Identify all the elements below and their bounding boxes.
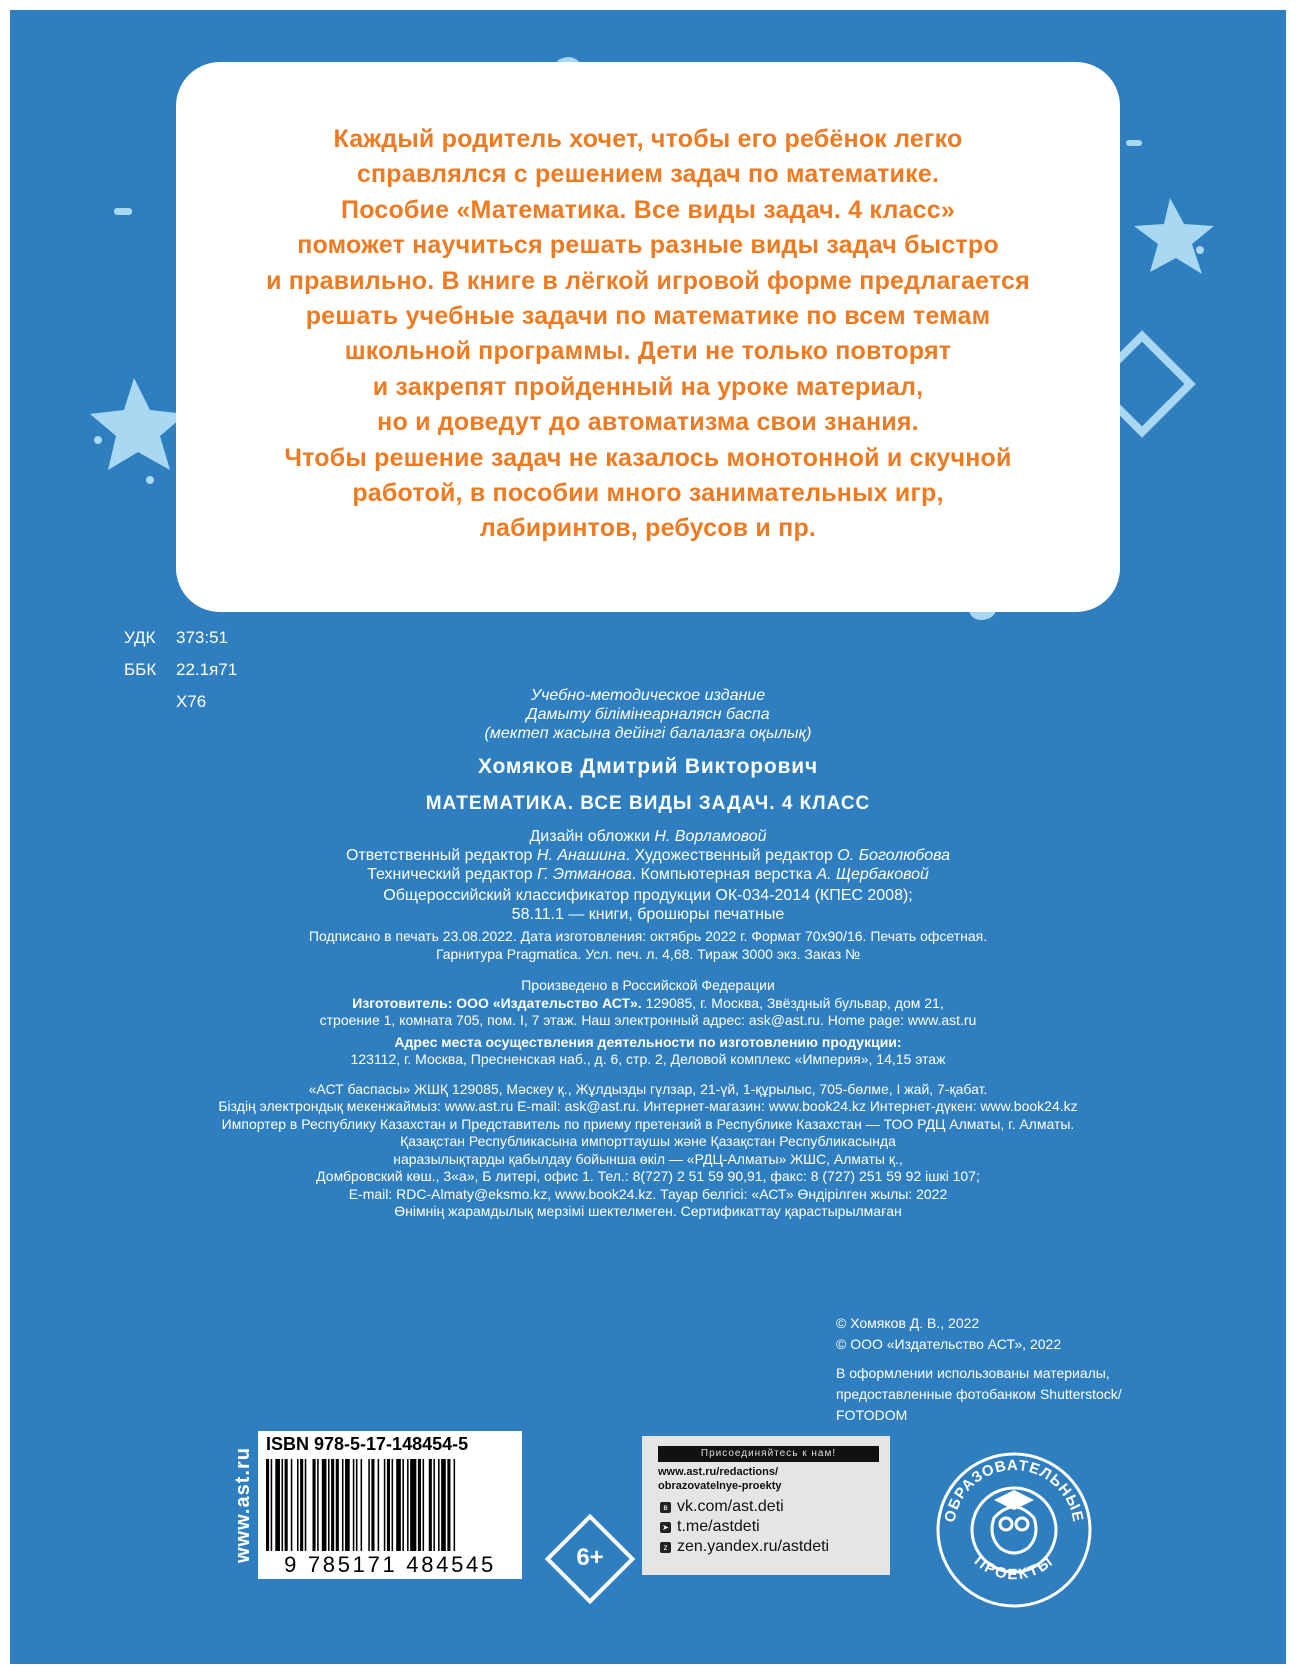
kz-info-line: Қазақстан Республикасына импорттаушы және Қазақстан Республикасында <box>400 1133 896 1149</box>
social-header: Присоединяйтесь к нам! <box>658 1446 879 1462</box>
barcode-bar <box>371 1459 374 1551</box>
barcode-bar <box>313 1459 316 1551</box>
isbn-label: ISBN 978-5-17-148454-5 <box>266 1434 469 1454</box>
age-rating: 6+ <box>576 1544 604 1571</box>
vk-link: в vk.com/ast.deti <box>660 1498 784 1516</box>
barcode-bar <box>384 1459 386 1551</box>
barcode-bar <box>433 1459 435 1551</box>
barcode-bar <box>438 1459 440 1551</box>
social-links-box <box>642 1436 890 1575</box>
star-decor-right <box>1134 198 1214 274</box>
author-name: Хомяков Дмитрий Викторович <box>478 755 818 778</box>
barcode-bar <box>402 1459 404 1551</box>
classifier-line: 58.11.1 — книги, брошюры печатные <box>511 906 785 923</box>
promo-line: справлялся с решением задач по математике. <box>356 160 940 189</box>
dot-decor-2 <box>94 436 102 444</box>
barcode-bar <box>322 1459 327 1551</box>
manufacturer-address: строение 1, комната 705, пом. I, 7 этаж. Наш электронный адрес: ask@ast.ru. Home page: www.ast.ru <box>319 1012 977 1028</box>
kz-info-line: Біздің электрондық мекенжаймыз: www.ast.ru E-mail: ask@ast.ru. Интернет-магазин: www.book24.kz Интернет-дүкен: www.book24.kz <box>218 1098 1078 1114</box>
barcode-bar <box>285 1459 288 1551</box>
zen-icon: z <box>660 1542 671 1553</box>
barcode-bar <box>429 1459 432 1551</box>
dash-decor-right-1 <box>1126 140 1142 146</box>
barcode-bar <box>282 1459 284 1551</box>
copyright-author: © Хомяков Д. В., 2022 <box>836 1315 980 1331</box>
credits-line: предоставленные фотобанком Shutterstock/ <box>836 1386 1122 1402</box>
barcode-bar <box>271 1459 273 1551</box>
dot-decor-3 <box>146 476 154 484</box>
edition-type: Учебно-методическое издание <box>530 687 766 704</box>
kz-info-line: «АСТ баспасы» ЖШҚ 129085, Мәскеу қ., Жұлдызды гүлзар, 21-үй, 1-құрылыс, 705-бөлме, I жай, 7-қабат. <box>308 1080 988 1097</box>
telegram-icon: ➤ <box>660 1522 671 1533</box>
barcode-bar <box>407 1459 409 1551</box>
barcode-bar <box>291 1459 293 1551</box>
production-site-address: 123112, г. Москва, Пресненская наб., д. 6, стр. 2, Деловой комплекс «Империя», 14,15 этаж <box>350 1051 946 1067</box>
book-title: МАТЕМАТИКА. ВСЕ ВИДЫ ЗАДАЧ. 4 КЛАСС <box>425 793 871 814</box>
imprint-block <box>126 686 1170 1221</box>
kz-info-line: Импортер в Республику Казахстан и Представитель по приему претензий в Республике Казахстан — ТОО РДЦ Алматы, г. Алматы. <box>221 1115 1075 1132</box>
promo-line: и закрепят пройденный на уроке материал, <box>372 372 924 401</box>
cover-background <box>10 10 1286 1664</box>
barcode-bar <box>441 1459 446 1551</box>
kz-info-line: E-mail: RDC-Almaty@eksmo.kz, www.book24.kz. Тауар белгісі: «АСТ» Өндірілген жылы: 2022 <box>348 1185 948 1202</box>
dash-decor-left <box>114 208 132 215</box>
design-credit: Дизайн обложки Н. Ворламовой <box>529 828 767 845</box>
bbk-value: 22.1я71 <box>176 660 238 679</box>
barcode-bar <box>328 1459 330 1551</box>
kz-info-line: наразылықтарды қабылдау бойынша өкіл — «РДЦ-Алматы» ЖШС, Алматы қ., <box>393 1150 903 1167</box>
tech-credit: Технический редактор Г. Этманова. Компьютерная верстка А. Щербаковой <box>367 866 929 883</box>
barcode-bar <box>361 1459 363 1551</box>
promo-line: работой, в пособии много занимательных игр, <box>352 479 944 508</box>
promo-line: решать учебные задачи по математике по всем темам <box>305 302 991 331</box>
star-decor-left <box>90 378 186 470</box>
udk-value: 373:51 <box>176 628 228 647</box>
grad-cap-icon <box>994 1490 1034 1510</box>
barcode-bar <box>342 1459 344 1551</box>
promo-line: школьной программы. Дети не только повторят <box>344 337 952 366</box>
projects-url: www.ast.ru/redactions/ <box>658 1466 779 1478</box>
credits-line: FOTODOM <box>836 1407 908 1423</box>
barcode-bar <box>345 1459 350 1551</box>
isbn-barcode-box <box>258 1431 522 1579</box>
barcode-bar <box>266 1459 269 1551</box>
barcode-bar <box>378 1459 380 1551</box>
dot-decor-1 <box>1196 246 1204 254</box>
education-projects-logo <box>938 1454 1090 1606</box>
copyright-block <box>836 1313 1122 1426</box>
site-vertical: www.ast.ru <box>232 1447 254 1563</box>
promo-line: и правильно. В книге в лёгкой игровой форме предлагается <box>266 266 1030 295</box>
barcode-bar <box>356 1459 358 1551</box>
author-code: Х76 <box>176 692 207 711</box>
barcode-bar <box>353 1459 355 1551</box>
promo-line: Каждый родитель хочет, чтобы его ребёнок легко <box>333 125 963 153</box>
barcode-bar <box>331 1459 334 1551</box>
editors-credit: Ответственный редактор Н. Анашина. Художественный редактор О. Боголюбова <box>345 847 951 864</box>
svg-text:ПРОЕКТЫ <box>971 1552 1057 1583</box>
barcode-bar <box>447 1459 450 1551</box>
print-info-line: Подписано в печать 23.08.2022. Дата изготовления: октябрь 2022 г. Формат 70x90/16. Печать офсетная. <box>308 928 988 944</box>
owl-mascot-icon <box>992 1507 1036 1553</box>
barcode-bar <box>305 1459 307 1551</box>
barcode-bar <box>396 1459 401 1551</box>
bbk-label: ББК <box>124 660 157 679</box>
print-info-line: Гарнитура Pragmatica. Усл. печ. л. 4,68. Тираж 3000 экз. Заказ № <box>435 945 861 962</box>
barcode-bar <box>300 1459 303 1551</box>
barcode-bar <box>392 1459 394 1551</box>
promo-description <box>176 122 1120 547</box>
promo-line: лабиринтов, ребусов и пр. <box>479 514 817 543</box>
edition-type-kz: Дамыту білімінеарналяcн баспа <box>526 706 770 723</box>
barcode-bar <box>317 1459 319 1551</box>
barcode-bar <box>297 1459 299 1551</box>
udk-label: УДК <box>124 628 156 647</box>
barcode-bar <box>423 1459 425 1551</box>
logo-top-text: ОБРАЗОВАТЕЛЬНЫЕ <box>941 1456 1087 1524</box>
production-site-label: Адрес места осуществления деятельности по изготовлению продукции: <box>394 1033 902 1050</box>
projects-url-2: obrazovatelnye-proekty <box>658 1480 782 1492</box>
zen-link: z zen.yandex.ru/astdeti <box>660 1538 829 1556</box>
barcode-bar <box>418 1459 421 1551</box>
vk-icon: в <box>660 1502 671 1513</box>
kz-info-line: Өнімнің жарамдылық мерзімі шектелмеген. Сертификаттау қарастырылмаған <box>394 1203 902 1219</box>
produced-in: Произведено в Российской Федерации <box>521 977 775 993</box>
credits-line: В оформлении использованы материалы, <box>836 1365 1110 1381</box>
promo-panel <box>176 62 1120 612</box>
telegram-link: ➤ t.me/astdeti <box>660 1518 760 1536</box>
barcode-bar <box>410 1459 416 1551</box>
kz-info-line: Домбровский көш., 3«а», Б литері, офис 1. Тел.: 8(727) 2 51 59 90,91, факс: 8 (727) 251 59 92 ішкі 107; <box>316 1168 980 1184</box>
barcode-bar <box>275 1459 280 1551</box>
classifier-line: Общероссийский классификатор продукции ОК-034-2014 (КПЕС 2008); <box>383 887 913 904</box>
logo-bottom-text: ПРОЕКТЫ <box>970 1552 1058 1584</box>
barcode-bar <box>336 1459 339 1551</box>
barcode <box>266 1459 514 1551</box>
isbn-digits: 9 785171 484545 <box>284 1552 496 1577</box>
manufacturer: Изготовитель: ООО «Издательство АСТ». 129085, г. Москва, Звёздный бульвар, дом 21, <box>352 994 944 1011</box>
promo-line: но и доведут до автоматизма свои знания. <box>377 408 919 437</box>
promo-line: поможет научиться решать разные виды задач быстро <box>297 231 999 260</box>
barcode-bar <box>454 1459 456 1551</box>
barcode-bar <box>387 1459 390 1551</box>
barcode-bar <box>368 1459 370 1551</box>
copyright-publisher: © ООО «Издательство АСТ», 2022 <box>836 1336 1062 1352</box>
promo-line: Чтобы решение задач не казалось монотонной и скучной <box>284 443 1012 472</box>
promo-line: Пособие «Математика. Все виды задач. 4 класс» <box>341 195 955 224</box>
edition-audience-kz: (мектеп жасына дейінгі балалазға оқылық) <box>484 725 812 742</box>
